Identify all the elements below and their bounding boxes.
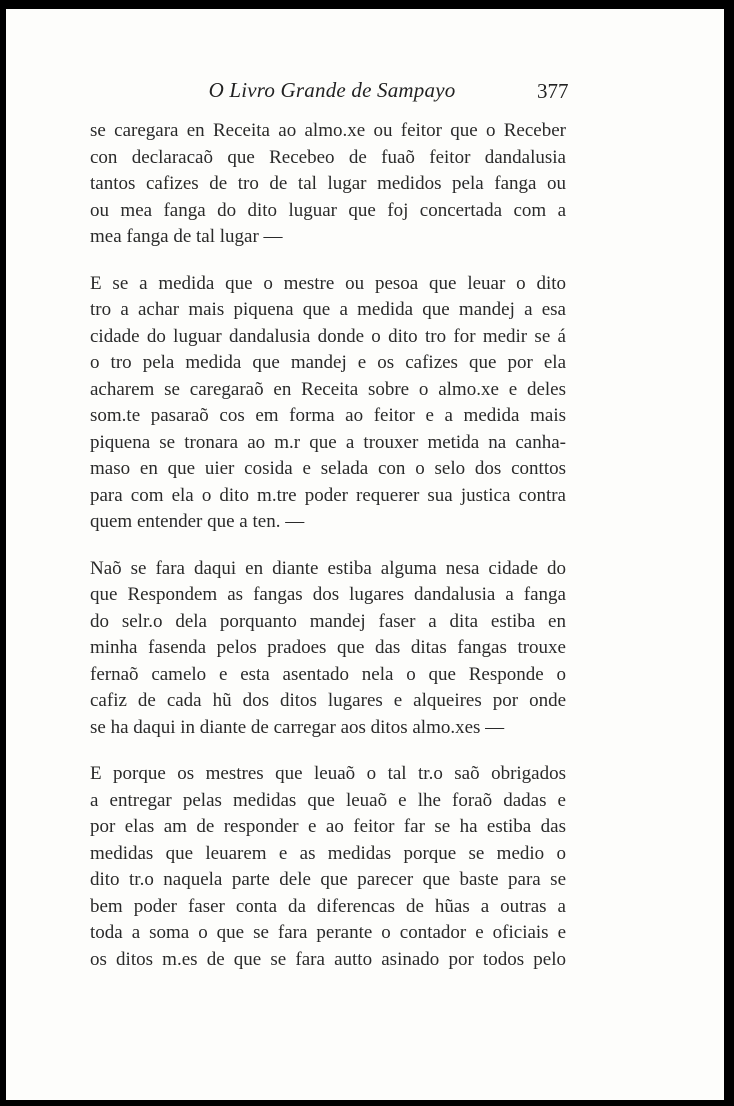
text-line: o tro pela medida que mandej e os cafizes que por ela (90, 352, 566, 373)
text-line: se ha daqui in diante de carregar aos ditos almo.xes — (90, 716, 505, 738)
text-line: a entregar pelas medidas que leuaõ e lhe foraõ dadas e (90, 789, 566, 811)
running-header-title: O Livro Grande de Sampayo (208, 78, 456, 102)
text-line: cafiz de cada hũ dos ditos lugares e alqueires por onde (90, 690, 566, 711)
text-line: os ditos m.es de que se fara autto asinado por todos pelo (90, 948, 566, 970)
text-line: cidade do luguar dandalusia donde o dito tro for medir se á (90, 325, 566, 347)
text-line: E se a medida que o mestre ou pesoa que leuar o dito (90, 272, 566, 294)
text-line: que Respondem as fangas dos lugares dandalusia a fanga (90, 584, 566, 605)
text-line: tro a achar mais piquena que a medida que mandej a esa (90, 299, 566, 320)
text-line: por elas am de responder e ao feitor far se ha estiba das (90, 816, 566, 837)
text-line: dito tr.o naquela parte dele que parecer que baste para se (90, 869, 566, 890)
text-line: toda a soma o que se fara perante o contador e oficiais e (90, 922, 566, 943)
page-number: 377 (537, 79, 569, 103)
text-line: piquena se tronara ao m.r que a trouxer metida na canha- (90, 431, 566, 453)
text-line: mea fanga de tal lugar — (90, 226, 283, 247)
text-line: fernaõ camelo e esta asentado nela o que Responde o (90, 663, 566, 685)
paragraph-2 (90, 271, 566, 536)
text-line: maso en que uier cosida e selada con o selo dos conttos (90, 458, 566, 479)
text-line: quem entender que a ten. — (90, 511, 305, 532)
text-line: para com ela o dito m.tre poder requerer sua justica contra (90, 484, 566, 506)
text-line: do selr.o dela porquanto mandej faser a dita estiba en (90, 610, 566, 632)
text-line: ou mea fanga do dito luguar que foj concertada com a (90, 199, 566, 221)
text-line: minha fasenda pelos pradoes que das ditas fangas trouxe (90, 637, 566, 658)
text-line: acharem se caregaraõ en Receita sobre o almo.xe e deles (90, 378, 566, 400)
text-line: con declaracaõ que Recebeo de fuaõ feitor dandalusia (90, 146, 566, 168)
body-text (90, 118, 566, 993)
text-line: Naõ se fara daqui en diante estiba alguma nesa cidade do (90, 557, 566, 579)
text-line: medidas que leuarem e as medidas porque se medio o (90, 842, 566, 864)
text-line: bem poder faser conta da diferencas de hũas a outras a (90, 895, 566, 917)
text-line: se caregara en Receita ao almo.xe ou feitor que o Receber (90, 120, 566, 141)
paragraph-1 (90, 118, 566, 251)
paragraph-3 (90, 556, 566, 742)
text-line: som.te pasaraõ cos em forma ao feitor e a medida mais (90, 405, 566, 426)
text-line: tantos cafizes de tro de tal lugar medidos pela fanga ou (90, 173, 566, 194)
text-line: E porque os mestres que leuaõ o tal tr.o saõ obrigados (90, 763, 566, 784)
paragraph-4 (90, 761, 566, 973)
